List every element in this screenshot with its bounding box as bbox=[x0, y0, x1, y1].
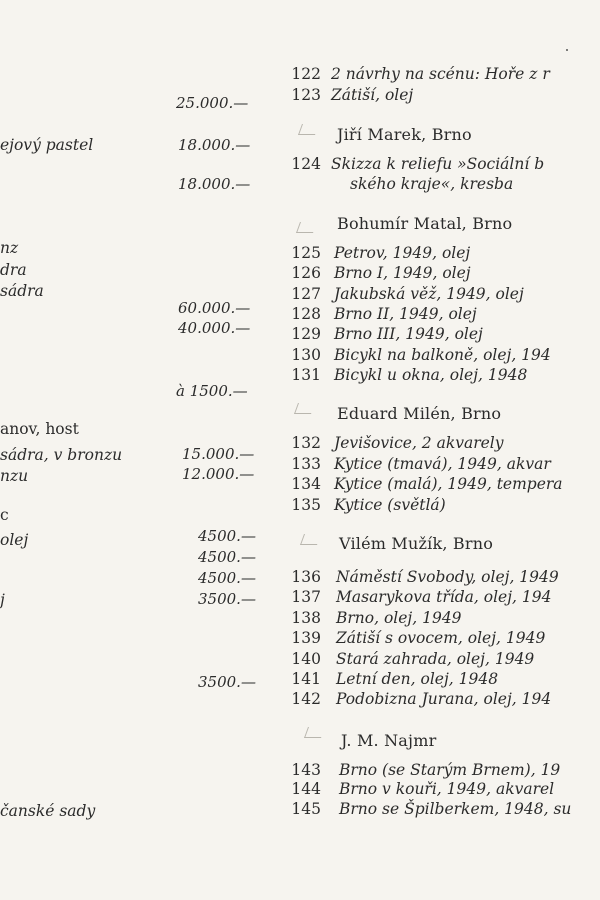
artist-name: Bohumír Matal, Brno bbox=[337, 214, 513, 233]
price: 4500.— bbox=[198, 569, 256, 587]
entry-title: Brno se Špilberkem, 1948, su bbox=[339, 800, 572, 818]
entry-title: Zátiší s ovocem, olej, 1949 bbox=[336, 629, 546, 647]
entry-title: Bicykl u okna, olej, 1948 bbox=[334, 366, 528, 384]
artist-name: Jiří Marek, Brno bbox=[337, 125, 472, 144]
left-fragment: anov, host bbox=[0, 420, 79, 438]
entry-title: Brno v kouři, 1949, akvarel bbox=[339, 780, 555, 798]
entry-title: Kytice (malá), 1949, tempera bbox=[334, 475, 563, 493]
price: 3500.— bbox=[198, 673, 256, 691]
check-mark-icon bbox=[304, 727, 325, 738]
entry-title: Kytice (světlá) bbox=[334, 496, 446, 514]
price: 25.000.— bbox=[176, 94, 249, 112]
left-fragment: dra bbox=[0, 261, 27, 279]
entry-number: 142 bbox=[291, 690, 321, 708]
entry-title: Stará zahrada, olej, 1949 bbox=[336, 650, 535, 668]
entry-number: 132 bbox=[291, 434, 321, 452]
entry-title: Podobizna Jurana, olej, 194 bbox=[336, 690, 552, 708]
price: à 1500.— bbox=[176, 382, 248, 400]
entry-title: Brno, olej, 1949 bbox=[336, 609, 462, 627]
entry-number: 143 bbox=[291, 761, 321, 779]
entry-number: 138 bbox=[291, 609, 321, 627]
left-fragment: nz bbox=[0, 239, 19, 257]
price: 40.000.— bbox=[178, 319, 251, 337]
entry-title: Jakubská věž, 1949, olej bbox=[334, 285, 524, 303]
artist-name: Eduard Milén, Brno bbox=[337, 404, 502, 423]
entry-number: 123 bbox=[291, 86, 321, 104]
speck bbox=[566, 49, 568, 51]
check-mark-icon bbox=[294, 403, 315, 414]
check-mark-icon bbox=[298, 124, 319, 135]
entry-title: Brno III, 1949, olej bbox=[334, 325, 483, 343]
entry-number: 139 bbox=[291, 629, 321, 647]
price: 18.000.— bbox=[178, 175, 251, 193]
check-mark-icon bbox=[300, 534, 321, 545]
entry-number: 137 bbox=[291, 588, 321, 606]
left-fragment: j bbox=[0, 591, 5, 609]
entry-number: 136 bbox=[291, 568, 321, 586]
entry-title: Skizza k reliefu »Sociální b bbox=[331, 155, 545, 173]
entry-title: Brno (se Starým Brnem), 19 bbox=[339, 761, 561, 779]
entry-title: Kytice (tmavá), 1949, akvar bbox=[334, 455, 551, 473]
price: 18.000.— bbox=[178, 136, 251, 154]
entry-title: Masarykova třída, olej, 194 bbox=[336, 588, 552, 606]
entry-number: 133 bbox=[291, 455, 321, 473]
left-fragment: ejový pastel bbox=[0, 136, 94, 154]
price: 4500.— bbox=[198, 548, 256, 566]
entry-title: Jevišovice, 2 akvarely bbox=[334, 434, 504, 452]
entry-number: 134 bbox=[291, 475, 321, 493]
price: 12.000.— bbox=[182, 465, 255, 483]
left-fragment: nzu bbox=[0, 467, 29, 485]
entry-title: Náměstí Svobody, olej, 1949 bbox=[336, 568, 559, 586]
entry-number: 129 bbox=[291, 325, 321, 343]
entry-number: 122 bbox=[291, 65, 321, 83]
artist-name: Vilém Mužík, Brno bbox=[339, 534, 494, 553]
entry-title: Letní den, olej, 1948 bbox=[336, 670, 499, 688]
entry-number: 130 bbox=[291, 346, 321, 364]
entry-number: 128 bbox=[291, 305, 321, 323]
entry-title: Zátiší, olej bbox=[331, 86, 414, 104]
entry-number: 126 bbox=[291, 264, 321, 282]
entry-number: 127 bbox=[291, 285, 321, 303]
entry-title-continued: ského kraje«, kresba bbox=[350, 175, 514, 193]
entry-title: Bicykl na balkoně, olej, 194 bbox=[334, 346, 551, 364]
left-fragment: sádra bbox=[0, 282, 44, 300]
entry-number: 135 bbox=[291, 496, 321, 514]
price: 60.000.— bbox=[178, 299, 251, 317]
artist-name: J. M. Najmr bbox=[341, 731, 437, 750]
entry-number: 144 bbox=[291, 780, 321, 798]
check-mark-icon bbox=[296, 222, 317, 233]
entry-number: 131 bbox=[291, 366, 321, 384]
entry-title: 2 návrhy na scénu: Hoře z r bbox=[331, 65, 550, 83]
price: 15.000.— bbox=[182, 445, 255, 463]
entry-number: 145 bbox=[291, 800, 321, 818]
entry-title: Petrov, 1949, olej bbox=[334, 244, 471, 262]
price: 3500.— bbox=[198, 590, 256, 608]
entry-number: 140 bbox=[291, 650, 321, 668]
left-fragment: c bbox=[0, 506, 9, 524]
left-fragment: olej bbox=[0, 531, 29, 549]
left-fragment: sádra, v bronzu bbox=[0, 446, 123, 464]
entry-number: 141 bbox=[291, 670, 321, 688]
price: 4500.— bbox=[198, 527, 256, 545]
entry-title: Brno I, 1949, olej bbox=[334, 264, 471, 282]
entry-number: 124 bbox=[291, 155, 321, 173]
entry-number: 125 bbox=[291, 244, 321, 262]
entry-title: Brno II, 1949, olej bbox=[334, 305, 477, 323]
left-fragment: čanské sady bbox=[0, 802, 96, 820]
